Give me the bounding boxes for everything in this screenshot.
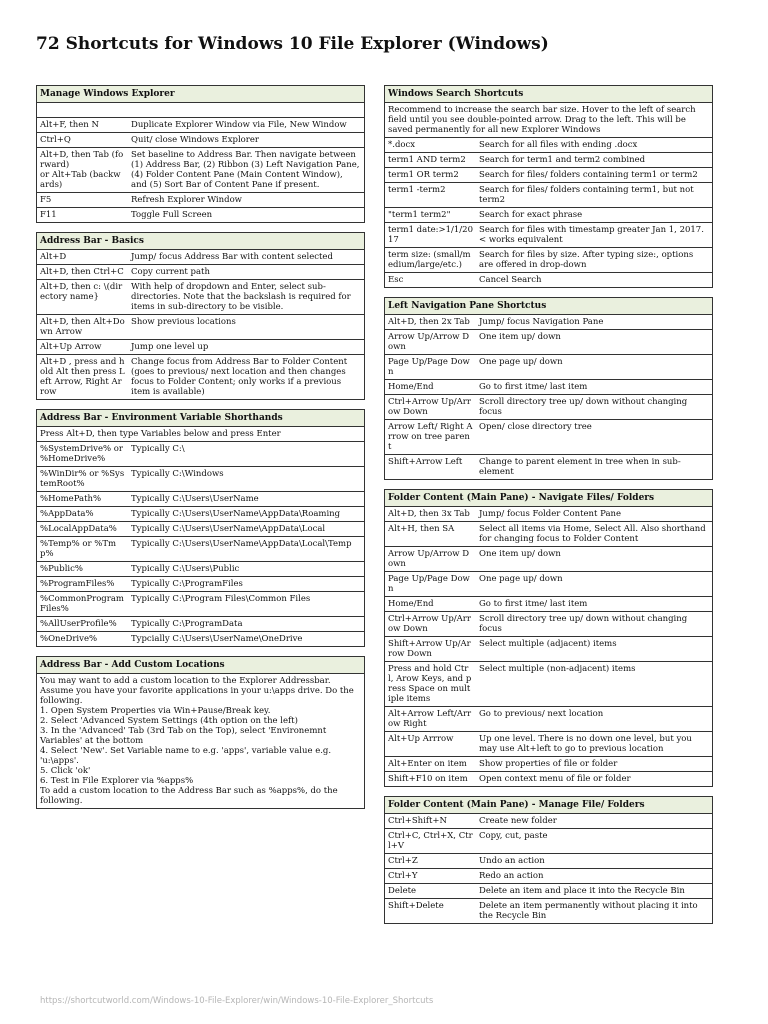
shortcut-description: Select multiple (non-adjacent) items <box>479 664 636 674</box>
shortcut-key: Alt+D , press and hold Alt then press Left Arrow, Right Arrow <box>40 357 125 397</box>
shortcut-description: Typically C:\Users\UserName\AppData\Roaming <box>131 509 341 519</box>
shortcut-description: Redo an action <box>479 871 544 881</box>
shortcut-row <box>37 208 364 222</box>
shortcut-key: *.docx <box>388 140 416 150</box>
shortcut-description: Typically C:\Users\Public <box>131 564 240 574</box>
shortcut-row <box>37 133 364 148</box>
footer-url[interactable]: https://shortcutworld.com/Windows-10-File-Explorer/win/Windows-10-File-Explorer_Shortcuts <box>40 996 434 1006</box>
left-column <box>36 85 365 818</box>
shortcut-row <box>37 355 364 399</box>
shortcut-description: Typically C:\Users\UserName\AppData\Local\Temp <box>131 539 352 549</box>
shortcut-row <box>385 330 712 355</box>
shortcut-description: Cancel Search <box>479 275 542 285</box>
shortcut-key: Shift+Arrow Left <box>388 457 463 467</box>
right-column <box>384 85 713 933</box>
shortcut-row <box>385 248 712 273</box>
shortcut-row <box>385 612 712 637</box>
shortcut-key: Alt+Up Arrow <box>40 342 102 352</box>
shortcut-description: Search for files/ folders containing term1, but not term2 <box>479 185 694 205</box>
shortcut-description: Search for files with timestamp greater Jan 1, 2017. < works equivalent <box>479 225 704 245</box>
section-title: Folder Content (Main Pane) - Manage File/ Folders <box>385 797 712 814</box>
shortcut-row <box>37 265 364 280</box>
shortcut-description: Jump/ focus Address Bar with content selected <box>131 252 333 262</box>
shortcut-description: Search for term1 and term2 combined <box>479 155 646 165</box>
shortcut-key: Alt+D <box>40 252 67 262</box>
section-folder-content-main-pane-manage-file-folders <box>384 796 713 924</box>
shortcut-description: Duplicate Explorer Window via File, New Window <box>131 120 347 130</box>
shortcut-row <box>385 507 712 522</box>
shortcut-key: %ProgramFiles% <box>40 579 115 589</box>
shortcut-key: F5 <box>40 195 52 205</box>
shortcut-description: Jump/ focus Navigation Pane <box>479 317 604 327</box>
shortcut-key: Ctrl+Z <box>388 856 418 866</box>
shortcut-description: Open context menu of file or folder <box>479 774 631 784</box>
section-manage-windows-explorer <box>36 85 365 223</box>
shortcut-row <box>37 507 364 522</box>
shortcut-key: term size: (small/medium/large/etc.) <box>388 250 471 270</box>
shortcut-key: term1 -term2 <box>388 185 446 195</box>
section-address-bar-environment-variable-shorthands <box>36 409 365 647</box>
shortcut-description: Show properties of file or folder <box>479 759 618 769</box>
shortcut-row <box>385 814 712 829</box>
shortcut-row <box>37 118 364 133</box>
shortcut-row <box>385 707 712 732</box>
shortcut-description: Go to previous/ next location <box>479 709 604 719</box>
shortcut-key: Arrow Left/ Right Arrow on tree parent <box>388 422 473 452</box>
shortcut-description: Jump one level up <box>131 342 209 352</box>
shortcut-row <box>37 250 364 265</box>
section-title: Manage Windows Explorer <box>37 86 364 103</box>
shortcut-description: Change to parent element in tree when in sub-element <box>479 457 681 477</box>
shortcut-description: Copy current path <box>131 267 210 277</box>
shortcut-key: Ctrl+Arrow Up/Arrow Down <box>388 397 471 417</box>
shortcut-row <box>385 829 712 854</box>
shortcut-description: Typically C:\ProgramData <box>131 619 243 629</box>
shortcut-description: Typically C:\Program Files\Common Files <box>131 594 311 604</box>
shortcut-key: Alt+F, then N <box>40 120 99 130</box>
shortcut-description: Scroll directory tree up/ down without changing focus <box>479 397 688 417</box>
shortcut-description: Go to first itme/ last item <box>479 382 588 392</box>
shortcut-description: Select multiple (adjacent) items <box>479 639 617 649</box>
shortcut-row <box>37 537 364 562</box>
shortcut-row <box>385 547 712 572</box>
shortcut-description: Jump/ focus Folder Content Pane <box>479 509 622 519</box>
shortcut-description: Quit/ close Windows Explorer <box>131 135 259 145</box>
shortcut-key: Alt+D, then Tab (forward) or Alt+Tab (backwards) <box>40 150 124 190</box>
shortcut-key: Ctrl+Q <box>40 135 71 145</box>
shortcut-row <box>385 153 712 168</box>
shortcut-description: Search for files/ folders containing term1 or term2 <box>479 170 698 180</box>
shortcut-row <box>37 562 364 577</box>
shortcut-row <box>385 869 712 884</box>
shortcut-key: Shift+Arrow Up/Arrow Down <box>388 639 471 659</box>
shortcut-key: Alt+D, then Ctrl+C <box>40 267 124 277</box>
shortcut-description: Go to first itme/ last item <box>479 599 588 609</box>
shortcut-key: %AppData% <box>40 509 94 519</box>
shortcut-key: Shift+F10 on item <box>388 774 468 784</box>
shortcut-key: %CommonProgramFiles% <box>40 594 124 614</box>
shortcut-row <box>37 522 364 537</box>
shortcut-row <box>385 168 712 183</box>
shortcut-key: %LocalAppData% <box>40 524 117 534</box>
shortcut-key: Ctrl+Shift+N <box>388 816 447 826</box>
shortcut-row <box>385 884 712 899</box>
shortcut-row <box>385 355 712 380</box>
shortcut-description: Typically C:\Users\UserName <box>131 494 259 504</box>
shortcut-key: Arrow Up/Arrow Down <box>388 332 470 352</box>
shortcut-key: term1 date:>1/1/2017 <box>388 225 473 245</box>
shortcut-row <box>385 315 712 330</box>
shortcut-description: One item up/ down <box>479 332 561 342</box>
shortcut-row <box>37 467 364 492</box>
shortcut-key: %HomePath% <box>40 494 102 504</box>
shortcut-key: %Temp% or %Tmp% <box>40 539 117 559</box>
shortcut-description: Typcially C:\Users\UserName\OneDrive <box>131 634 303 644</box>
shortcut-description: Refresh Explorer Window <box>131 195 242 205</box>
section-title: Address Bar - Basics <box>37 233 364 250</box>
shortcut-row <box>37 280 364 315</box>
shortcut-key: F11 <box>40 210 57 220</box>
shortcut-description: Delete an item and place it into the Recycle Bin <box>479 886 685 896</box>
shortcut-key: Alt+D, then Alt+Down Arrow <box>40 317 125 337</box>
shortcut-description: Typically C:\Windows <box>131 469 224 479</box>
shortcut-description: Select all items via Home, Select All. Also shorthand for changing focus to Folder Content <box>479 524 706 544</box>
shortcut-description: Typically C:\ <box>131 444 185 454</box>
shortcut-description: Change focus from Address Bar to Folder Content (goes to previous/ next location and then changes focus to Folder Content; only works if a previous item is available) <box>131 357 348 397</box>
section-title: Windows Search Shortcuts <box>385 86 712 103</box>
shortcut-key: %AllUserProfile% <box>40 619 117 629</box>
shortcut-row <box>385 757 712 772</box>
page-title: 72 Shortcuts for Windows 10 File Explorer (Windows) <box>36 34 549 54</box>
section-title: Address Bar - Add Custom Locations <box>37 657 364 674</box>
shortcut-description: Toggle Full Screen <box>131 210 213 220</box>
shortcut-row <box>385 772 712 786</box>
shortcut-key: Alt+Up Arrrow <box>388 734 454 744</box>
shortcut-description: Typically C:\ProgramFiles <box>131 579 243 589</box>
shortcut-description: Copy, cut, paste <box>479 831 548 841</box>
section-folder-content-main-pane-navigate-files-folders <box>384 489 713 787</box>
shortcut-row <box>385 208 712 223</box>
shortcut-key: Delete <box>388 886 417 896</box>
shortcut-description: One item up/ down <box>479 549 561 559</box>
shortcut-key: Alt+D, then 3x Tab <box>388 509 470 519</box>
shortcut-description: Undo an action <box>479 856 545 866</box>
shortcut-row <box>37 315 364 340</box>
shortcut-key: Home/End <box>388 599 434 609</box>
section-note: Recommend to increase the search bar size. Hover to the left of search field until you see double-pointed arrow. Drag to the left. This will be saved permanently for all new Explorer Windows <box>385 103 712 138</box>
shortcut-description: Up one level. There is no down one level, but you may use Alt+left to go to previous location <box>479 734 692 754</box>
shortcut-row <box>385 854 712 869</box>
shortcut-key: %Public% <box>40 564 83 574</box>
shortcut-description: One page up/ down <box>479 357 563 367</box>
shortcut-key: %WinDir% or %SystemRoot% <box>40 469 125 489</box>
shortcut-row <box>385 183 712 208</box>
shortcut-key: Ctrl+C, Ctrl+X, Ctrl+V <box>388 831 473 851</box>
shortcut-row <box>385 637 712 662</box>
shortcut-key: Home/End <box>388 382 434 392</box>
shortcut-row <box>37 617 364 632</box>
shortcut-key: Esc <box>388 275 404 285</box>
section-title: Folder Content (Main Pane) - Navigate Files/ Folders <box>385 490 712 507</box>
shortcut-key: %SystemDrive% or %HomeDrive% <box>40 444 123 464</box>
shortcut-description: Create new folder <box>479 816 557 826</box>
shortcut-key: Press and hold Ctrl, Arow Keys, and press Space on multiple items <box>388 664 472 704</box>
shortcut-row <box>37 632 364 646</box>
shortcut-key: Alt+Arrow Left/Arrow Right <box>388 709 472 729</box>
shortcut-row <box>37 577 364 592</box>
shortcut-description: Scroll directory tree up/ down without changing focus <box>479 614 688 634</box>
shortcut-key: Page Up/Page Down <box>388 357 470 377</box>
shortcut-row <box>385 522 712 547</box>
shortcut-key: Arrow Up/Arrow Down <box>388 549 470 569</box>
section-address-bar-add-custom-locations <box>36 656 365 809</box>
shortcut-description: With help of dropdown and Enter, select sub-directories. Note that the backslash is required for items in sub-directory to be visible. <box>131 282 351 312</box>
shortcut-key: term1 AND term2 <box>388 155 466 165</box>
shortcut-description: Search for files by size. After typing size:, options are offered in drop-down <box>479 250 694 270</box>
shortcut-key: Shift+Delete <box>388 901 444 911</box>
section-title: Left Navigation Pane Shortctus <box>385 298 712 315</box>
shortcut-row <box>385 273 712 287</box>
shortcut-key: Alt+Enter on item <box>388 759 467 769</box>
shortcut-key: Ctrl+Arrow Up/Arrow Down <box>388 614 471 634</box>
section-left-navigation-pane-shortctus <box>384 297 713 480</box>
shortcut-row <box>37 193 364 208</box>
shortcut-row <box>385 420 712 455</box>
shortcut-row <box>385 138 712 153</box>
shortcut-row <box>385 380 712 395</box>
shortcut-key: Alt+D, then c: \(directory name} <box>40 282 123 302</box>
section-note: Press Alt+D, then type Variables below and press Enter <box>37 427 364 442</box>
shortcut-description: Search for all files with ending .docx <box>479 140 638 150</box>
shortcut-row <box>37 442 364 467</box>
shortcut-row <box>37 492 364 507</box>
shortcut-description: Search for exact phrase <box>479 210 583 220</box>
shortcut-key: Alt+H, then SA <box>388 524 455 534</box>
section-title: Address Bar - Environment Variable Shorthands <box>37 410 364 427</box>
shortcut-row <box>37 148 364 193</box>
shortcut-row <box>385 899 712 923</box>
shortcut-row <box>385 455 712 479</box>
shortcut-row <box>385 572 712 597</box>
shortcut-key: Ctrl+Y <box>388 871 418 881</box>
shortcut-key: Page Up/Page Down <box>388 574 470 594</box>
shortcut-row <box>385 395 712 420</box>
shortcut-row <box>385 662 712 707</box>
shortcut-key: "term1 term2" <box>388 210 451 220</box>
shortcut-description: Show previous locations <box>131 317 236 327</box>
shortcut-row <box>385 597 712 612</box>
shortcut-row <box>385 223 712 248</box>
shortcut-row <box>37 340 364 355</box>
shortcut-description: Set baseline to Address Bar. Then navigate between (1) Address Bar, (2) Ribbon (3) Left Navigation Pane, (4) Folder Content Pane (Main Content Window), and (5) Sort Bar of Content Pane if present. <box>131 150 360 190</box>
shortcut-key: Alt+D, then 2x Tab <box>388 317 470 327</box>
section-note: You may want to add a custom location to the Explorer Addressbar. Assume you have your favorite applications in your u:\apps drive. Do the following. 1. Open System Properties via Win+Pause/Break key. 2. Select 'Advanced System Settings (4th option on the left) 3. In the 'Advanced' Tab (3rd Tab on the Top), select 'Environemnt Variables' at the bottom 4. Select 'New'. Set Variable name to e.g. 'apps', variable value e.g. 'u:\apps'. 5. Click 'ok' 6. Test in File Explorer via %apps% To add a custom location to the Address Bar such as %apps%, do the following. <box>40 676 354 806</box>
shortcut-key: term1 OR term2 <box>388 170 459 180</box>
shortcut-key: %OneDrive% <box>40 634 98 644</box>
section-windows-search-shortcuts <box>384 85 713 288</box>
shortcut-description: Typically C:\Users\UserName\AppData\Local <box>131 524 326 534</box>
shortcut-row <box>385 732 712 757</box>
shortcut-description: One page up/ down <box>479 574 563 584</box>
shortcut-description: Open/ close directory tree <box>479 422 592 432</box>
shortcut-description: Delete an item permanently without placing it into the Recycle Bin <box>479 901 698 921</box>
section-note <box>37 103 364 118</box>
shortcut-row <box>37 592 364 617</box>
section-address-bar-basics <box>36 232 365 400</box>
